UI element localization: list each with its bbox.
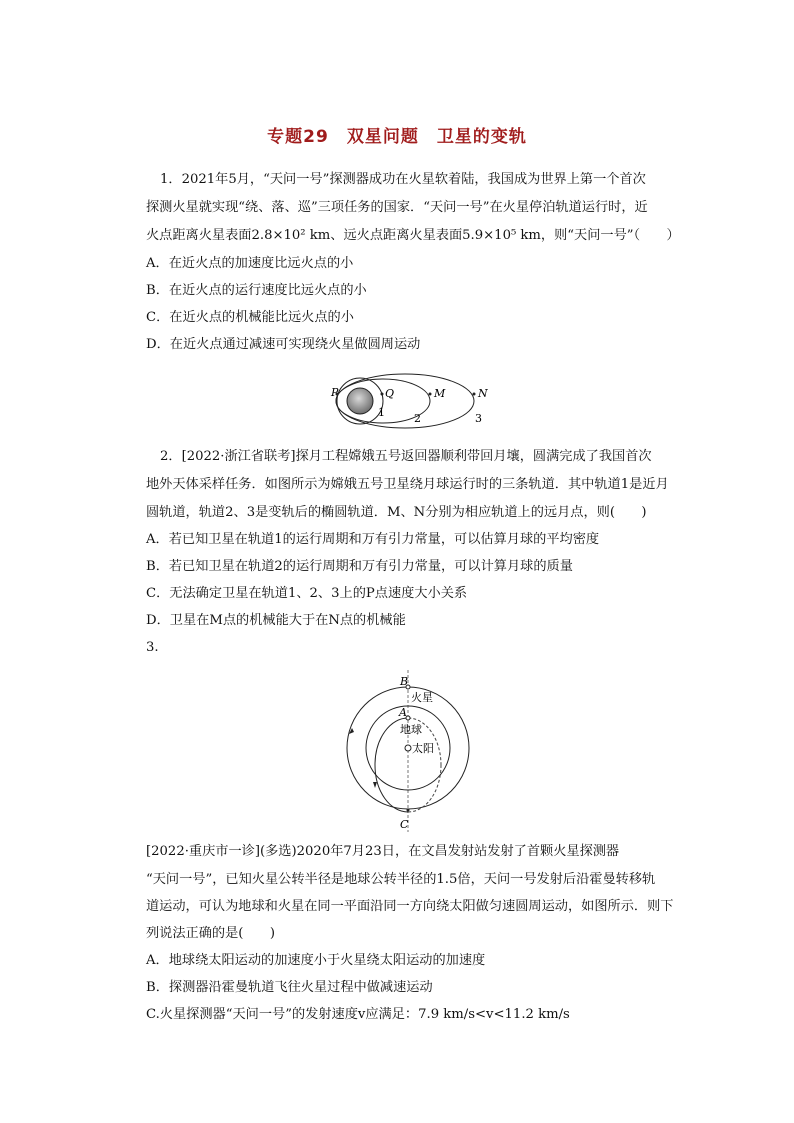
q3-line-1: [2022·重庆市一诊](多选)2020年7月23日，在文昌发射站发射了首颗火星探测器 — [146, 844, 620, 859]
q1-option-d: D．在近火点通过减速可实现绕火星做圆周运动 — [146, 337, 421, 352]
q3-line-2: “天问一号”，已知火星公转半径是地球公转半径的1.5倍，天问一号发射后沿霍曼转移轨 — [146, 872, 656, 887]
q1-line-1: 1．2021年5月，“天问一号”探测器成功在火星软着陆，我国成为世界上第一个首次 — [160, 172, 646, 187]
q2-line-3: 圆轨道，轨道2、3是变轨后的椭圆轨道．M、N分别为相应轨道上的远月点，则( ) — [146, 505, 647, 520]
label-a: A — [399, 706, 407, 719]
q1-option-c: C．在近火点的机械能比远火点的小 — [146, 310, 354, 325]
label-q: Q — [385, 387, 395, 400]
point-c — [407, 809, 410, 812]
title-topic: 专题29 — [267, 127, 329, 147]
title-sub2: 卫星的变轨 — [436, 127, 527, 147]
q1-line-3: 火点距离火星表面2.8×10² km、远火点距离火星表面5.9×10⁵ km，则“天问一号”（ ） — [146, 228, 680, 243]
q3-line-3: 道运动，可认为地球和火星在同一平面沿同一方向绕太阳做匀速圆周运动，如图所示．则下 — [146, 899, 674, 914]
label-orbit-3: 3 — [475, 412, 482, 425]
point-m — [429, 393, 432, 396]
sun — [405, 745, 411, 751]
hohmann-diagram — [340, 668, 480, 834]
q2-option-b: B．若已知卫星在轨道2的运行周期和万有引力常量，可以计算月球的质量 — [146, 559, 573, 574]
label-sun: 太阳 — [412, 742, 434, 755]
label-b: B — [400, 675, 409, 688]
q3-option-c: C.火星探测器“天问一号”的发射速度v应满足：7.9 km/s<v<11.2 km/s — [146, 1007, 570, 1022]
q1-option-b: B．在近火点的运行速度比远火点的小 — [146, 283, 367, 298]
q1-option-a: A．在近火点的加速度比远火点的小 — [146, 256, 354, 271]
label-orbit-2: 2 — [414, 412, 421, 425]
orbit-diagram — [330, 372, 490, 434]
label-m: M — [434, 387, 446, 400]
page-title — [0, 122, 794, 147]
label-c: C — [400, 818, 409, 831]
orbit-arrow-transfer — [373, 782, 377, 788]
label-mars: 火星 — [411, 691, 433, 704]
q3-option-b: B．探测器沿霍曼轨道飞往火星过程中做减速运动 — [146, 980, 433, 995]
point-n — [473, 393, 476, 396]
q3-number: 3. — [146, 640, 159, 655]
title-sub1: 双星问题 — [346, 127, 419, 147]
point-q — [381, 393, 384, 396]
q2-line-1: 2．[2022·浙江省联考]探月工程嫦娥五号返回器顺利带回月壤，圆满完成了我国首次 — [160, 449, 652, 464]
label-earth: 地球 — [400, 723, 422, 736]
label-n: N — [478, 387, 488, 400]
moon — [347, 388, 373, 414]
q3-option-a: A．地球绕太阳运动的加速度小于火星绕太阳运动的加速度 — [146, 953, 486, 968]
q2-option-c: C．无法确定卫星在轨道1、2、3上的P点速度大小关系 — [146, 586, 468, 601]
q1-line-2: 探测火星就实现“绕、落、巡”三项任务的国家．“天问一号”在火星停泊轨道运行时，近 — [146, 200, 648, 215]
q3-line-4: 列说法正确的是( ) — [146, 926, 275, 941]
q2-option-d: D．卫星在M点的机械能大于在N点的机械能 — [146, 613, 406, 628]
label-p: P — [331, 386, 339, 399]
q2-line-2: 地外天体采样任务．如图所示为嫦娥五号卫星绕月球运行时的三条轨道．其中轨道1是近月 — [146, 477, 669, 492]
label-orbit-1: 1 — [378, 406, 385, 419]
q2-option-a: A．若已知卫星在轨道1的运行周期和万有引力常量，可以估算月球的平均密度 — [146, 532, 600, 547]
